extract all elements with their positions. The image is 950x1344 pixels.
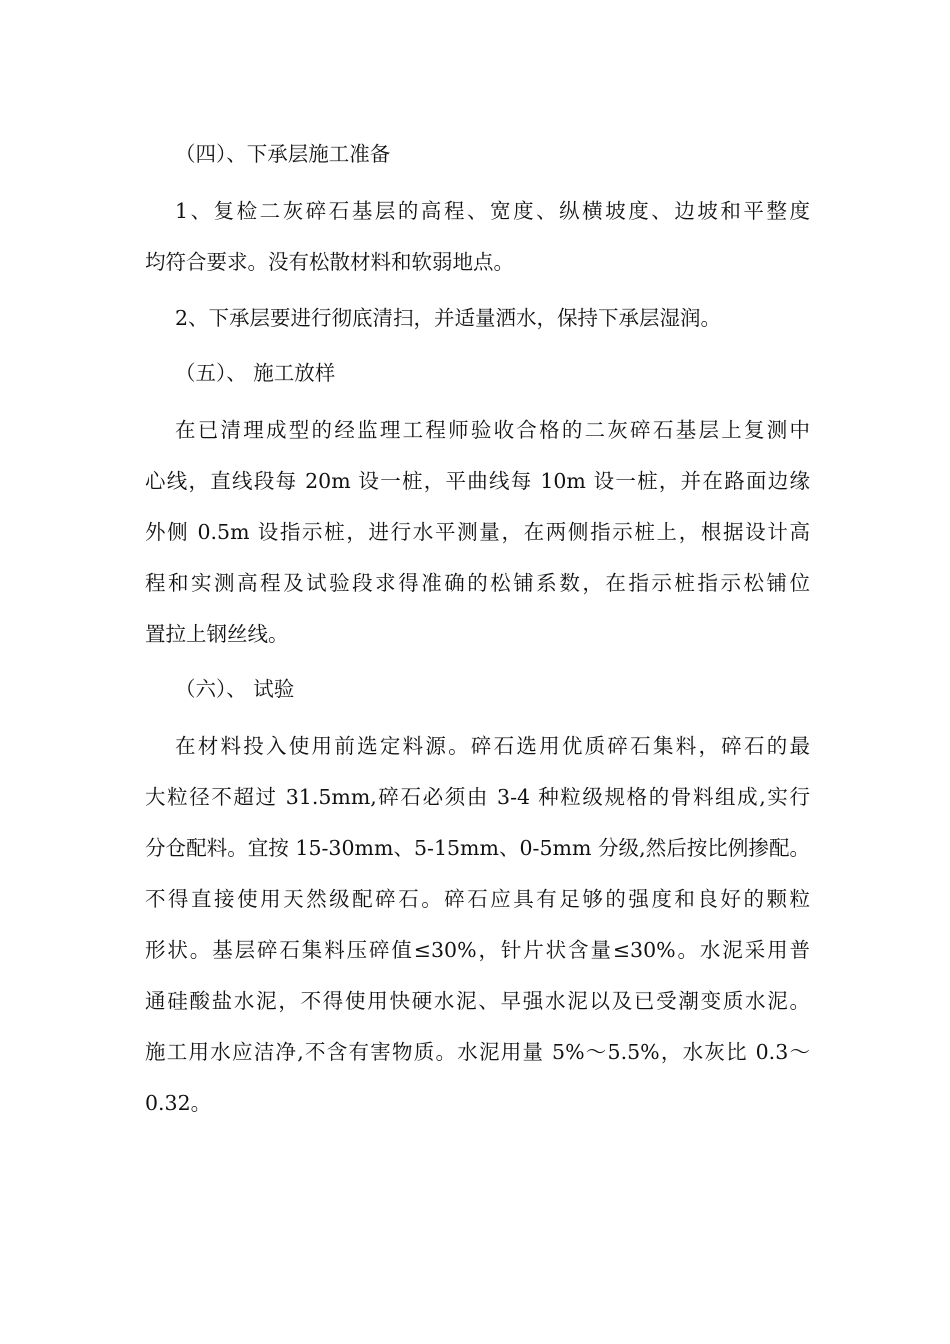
document-body [145,130,810,1134]
paragraph-line: 0.32。 [145,1091,212,1115]
paragraph-line: 均符合要求。没有松散材料和软弱地点。 [145,250,514,274]
paragraph-line: 外侧 0.5m 设指示桩，进行水平测量，在两侧指示桩上，根据设计高 [145,520,810,544]
paragraph-6-1 [145,721,810,1129]
paragraph-5-1 [145,405,810,660]
paragraph-line: 形状。基层碎石集料压碎值≤30%，针片状含量≤30%。水泥采用普 [145,938,810,962]
paragraph-line: 施工用水应洁净,不含有害物质。水泥用量 5%～5.5%，水灰比 0.3～ [145,1040,810,1064]
paragraph-line: 分仓配料。宜按 15-30mm、5-15mm、0-5mm 分级,然后按比例掺配。 [145,836,810,860]
paragraph-4-2 [145,293,810,344]
paragraph-line: 程和实测高程及试验段求得准确的松铺系数，在指示桩指示松铺位 [145,571,810,595]
paragraph-4-1 [145,186,810,288]
section-heading-5: （五）、 施工放样 [175,361,336,385]
paragraph-line: 通硅酸盐水泥，不得使用快硬水泥、早强水泥以及已受潮变质水泥。 [145,989,810,1013]
paragraph-line: 不得直接使用天然级配碎石。碎石应具有足够的强度和良好的颗粒 [145,887,810,911]
paragraph-line: 大粒径不超过 31.5mm,碎石必须由 3-4 种粒级规格的骨料组成,实行 [145,785,810,809]
section-heading-4: （四）、下承层施工准备 [175,142,391,166]
paragraph-line: 2、下承层要进行彻底清扫，并适量洒水，保持下承层湿润。 [175,306,722,330]
paragraph-line: 置拉上钢丝线。 [145,622,289,646]
paragraph-line: 在已清理成型的经监理工程师验收合格的二灰碎石基层上复测中 [175,418,810,442]
paragraph-line: 1、复检二灰碎石基层的高程、宽度、纵横坡度、边坡和平整度 [175,199,810,223]
paragraph-line: 心线，直线段每 20m 设一桩，平曲线每 10m 设一桩，并在路面边缘 [145,469,810,493]
section-heading-6: （六）、 试验 [175,677,295,701]
paragraph-line: 在材料投入使用前选定料源。碎石选用优质碎石集料，碎石的最 [175,734,810,758]
